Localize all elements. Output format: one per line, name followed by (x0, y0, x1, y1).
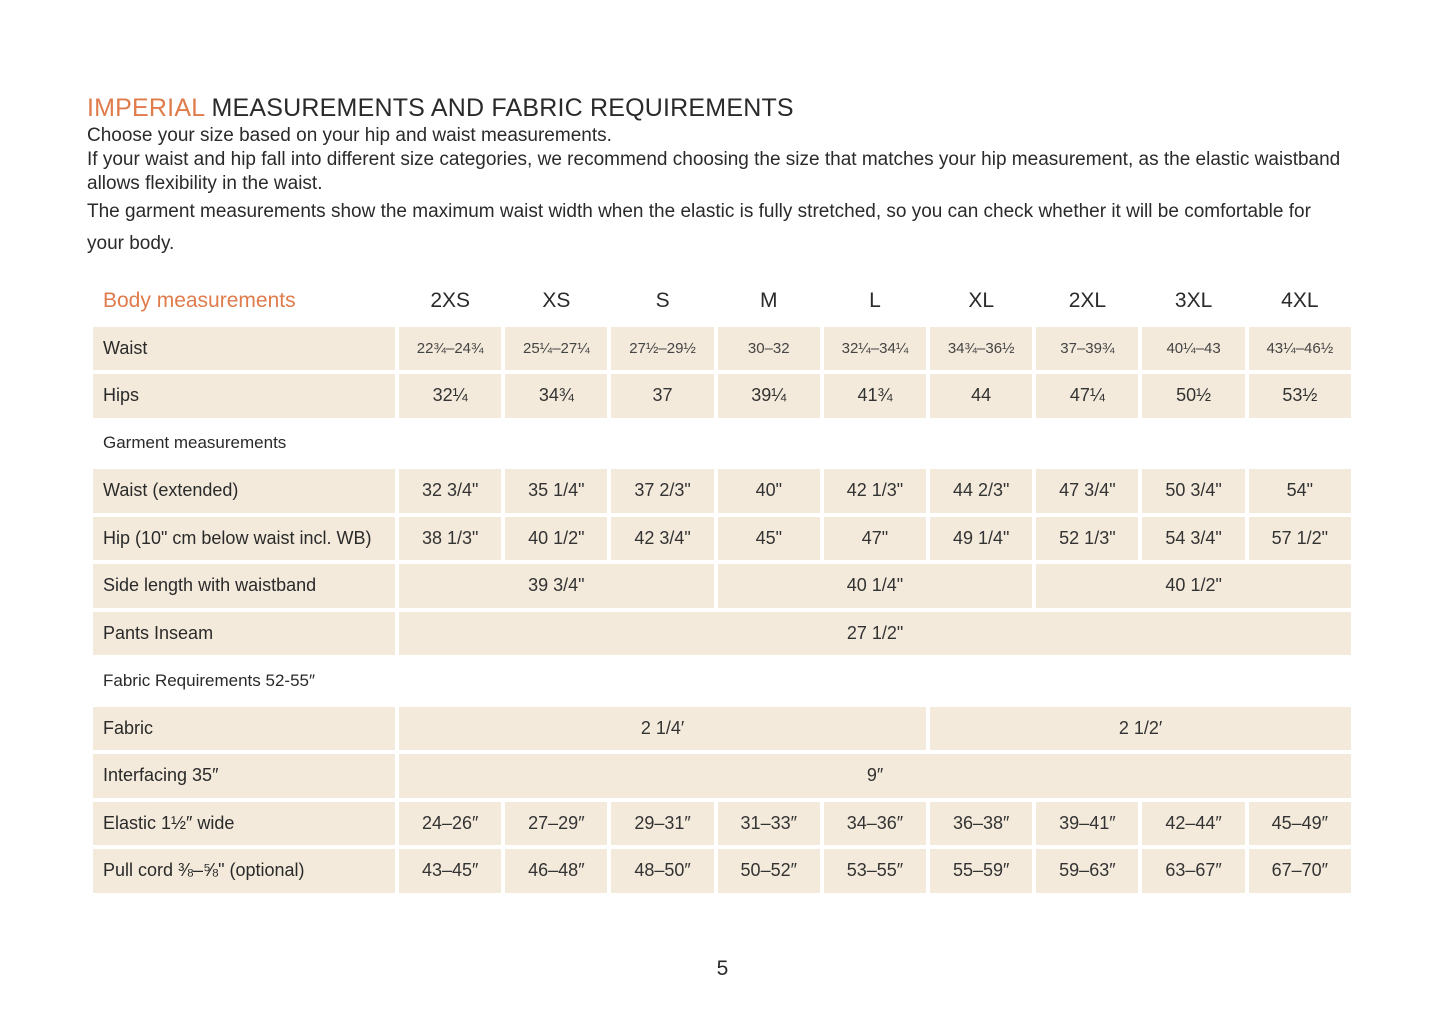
table-cell: 50 3/4" (1142, 469, 1244, 513)
intro-paragraph: Choose your size based on your hip and waist measurements. (87, 125, 612, 146)
interfacing-row (93, 754, 1351, 798)
table-cell: 42 1/3" (824, 469, 926, 513)
table-cell: 39¼ (718, 374, 820, 418)
size-header: XS (542, 288, 571, 312)
page-number: 5 (716, 957, 729, 980)
section-row (93, 422, 1351, 466)
side-length-row (93, 564, 1351, 608)
body-measurements-heading: Body measurements (103, 288, 296, 312)
table-cell: 42 3/4" (611, 517, 713, 561)
table-cell: 43¼–46½ (1249, 327, 1351, 371)
size-header: 3XL (1174, 288, 1213, 312)
table-cell: 40 1/4" (718, 564, 1033, 608)
intro-paragraph: If your waist and hip fall into different size categories, we recommend choosing the size that matches your hip measurement, as the elastic waistband allows flexibility in the waist. (87, 149, 1341, 194)
table-cell: 36–38″ (930, 802, 1032, 846)
heading-rest: MEASUREMENTS AND FABRIC REQUIREMENTS (204, 94, 794, 122)
intro-paragraph: The garment measurements show the maximum waist width when the elastic is fully stretched, so you can check whether it will be comfortable for your body. (87, 201, 1311, 254)
size-header: M (760, 288, 778, 312)
table-cell: 31–33″ (718, 802, 820, 846)
table-cell: 48–50″ (611, 849, 713, 893)
row-label: Side length with waistband (93, 564, 395, 608)
table-cell: 47¼ (1036, 374, 1138, 418)
table-cell: 45–49″ (1249, 802, 1351, 846)
table-cell: 39 3/4" (399, 564, 714, 608)
table-cell: 40" (718, 469, 820, 513)
table-cell: 2 1/4′ (399, 707, 926, 751)
page-heading (87, 94, 794, 123)
table-cell: 27–29″ (505, 802, 607, 846)
table-cell: 22¾–24¾ (399, 327, 501, 371)
heading-accent: IMPERIAL (87, 94, 205, 122)
table-cell: 38 1/3" (399, 517, 501, 561)
pull-cord-row (93, 849, 1351, 893)
table-cell: 32¼ (399, 374, 501, 418)
table-cell: 34–36″ (824, 802, 926, 846)
row-label: Waist (extended) (93, 469, 395, 513)
row-label: Elastic 1½″ wide (93, 802, 395, 846)
waist-extended-row (93, 469, 1351, 513)
table-cell: 50½ (1142, 374, 1244, 418)
table-cell: 53½ (1249, 374, 1351, 418)
table-cell: 44 (930, 374, 1032, 418)
table-cell: 47 3/4" (1036, 469, 1138, 513)
table-cell: 54" (1249, 469, 1351, 513)
table-cell: 37–39¾ (1036, 327, 1138, 371)
size-header: XL (968, 288, 995, 312)
table-cell: 43–45″ (399, 849, 501, 893)
size-chart-table (89, 275, 1355, 897)
table-cell: 52 1/3" (1036, 517, 1138, 561)
table-cell: 27 1/2" (399, 612, 1351, 656)
table-cell: 49 1/4" (930, 517, 1032, 561)
table-cell: 40 1/2" (1036, 564, 1351, 608)
row-label: Interfacing 35″ (93, 754, 395, 798)
table-cell: 39–41″ (1036, 802, 1138, 846)
table-cell: 2 1/2′ (930, 707, 1351, 751)
table-cell: 37 (611, 374, 713, 418)
elastic-row (93, 802, 1351, 846)
garment-section-heading: Garment measurements (103, 433, 287, 453)
table-cell: 32¼–34¼ (824, 327, 926, 371)
size-header: 2XL (1068, 288, 1107, 312)
hip-row (93, 517, 1351, 561)
row-label: Pants Inseam (93, 612, 395, 656)
fabric-row (93, 707, 1351, 751)
table-cell: 53–55″ (824, 849, 926, 893)
row-label: Pull cord ⅜–⅝" (optional) (93, 849, 395, 893)
table-cell: 30–32 (718, 327, 820, 371)
size-header: 4XL (1281, 288, 1319, 312)
table-cell: 44 2/3" (930, 469, 1032, 513)
table-cell: 45" (718, 517, 820, 561)
table-cell: 42–44″ (1142, 802, 1244, 846)
row-label: Waist (93, 327, 395, 371)
table-cell: 32 3/4" (399, 469, 501, 513)
table-cell: 63–67″ (1142, 849, 1244, 893)
table-cell: 27½–29½ (611, 327, 713, 371)
waist-row (93, 327, 1351, 371)
size-header: S (655, 288, 670, 312)
table-cell: 41¾ (824, 374, 926, 418)
table-cell: 25¼–27¼ (505, 327, 607, 371)
table-cell: 37 2/3" (611, 469, 713, 513)
inseam-row (93, 612, 1351, 656)
header-row (93, 279, 1351, 323)
hips-row (93, 374, 1351, 418)
row-label: Hip (10" cm below waist incl. WB) (93, 517, 395, 561)
section-row (93, 659, 1351, 703)
table-cell: 35 1/4" (505, 469, 607, 513)
table-cell: 40¼–43 (1142, 327, 1244, 371)
table-cell: 59–63″ (1036, 849, 1138, 893)
size-header: L (869, 288, 881, 312)
table-cell: 55–59″ (930, 849, 1032, 893)
table-cell: 24–26″ (399, 802, 501, 846)
table-cell: 29–31″ (611, 802, 713, 846)
fabric-section-heading: Fabric Requirements 52-55″ (103, 670, 316, 690)
table-cell: 47" (824, 517, 926, 561)
row-label: Hips (93, 374, 395, 418)
table-cell: 50–52″ (718, 849, 820, 893)
table-cell: 34¾ (505, 374, 607, 418)
size-header: 2XS (430, 288, 471, 312)
table-cell: 46–48″ (505, 849, 607, 893)
table-cell: 67–70″ (1249, 849, 1351, 893)
table-cell: 40 1/2" (505, 517, 607, 561)
intro-text (87, 124, 1347, 260)
table-cell: 57 1/2" (1249, 517, 1351, 561)
table-cell: 54 3/4" (1142, 517, 1244, 561)
table-cell: 9″ (399, 754, 1351, 798)
table-cell: 34¾–36½ (930, 327, 1032, 371)
row-label: Fabric (93, 707, 395, 751)
